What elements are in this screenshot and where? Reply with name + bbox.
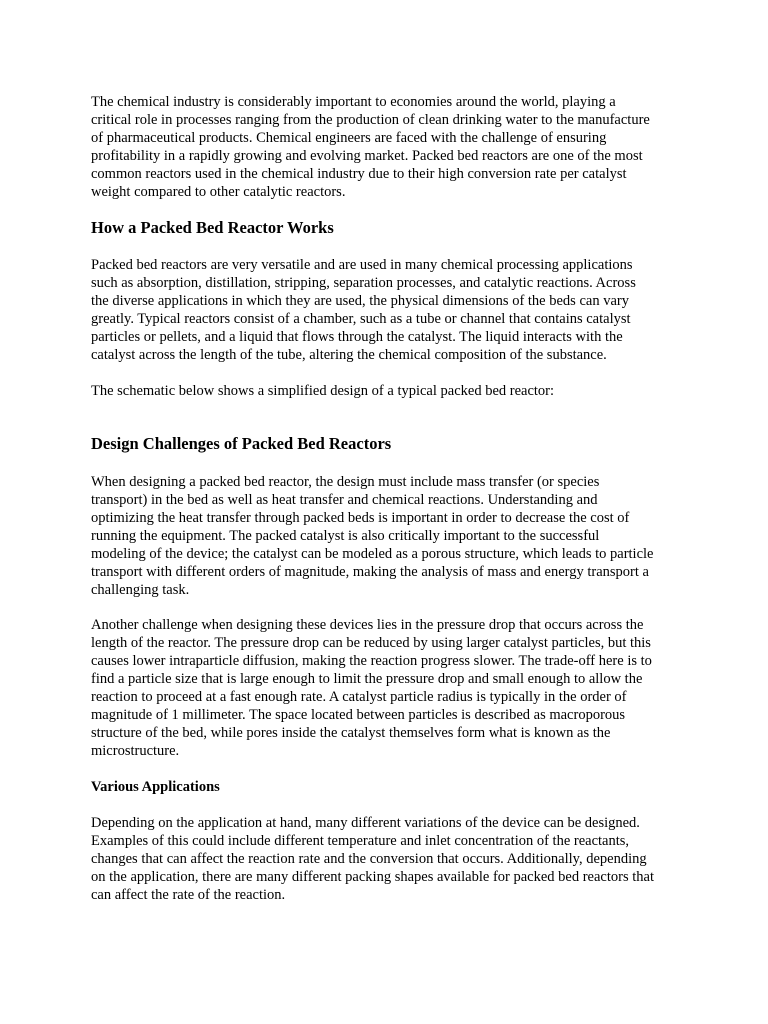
paragraph-line: such as absorption, distillation, stripping, separation processes, and catalytic reactions. Across	[91, 275, 636, 291]
paragraph-line: can affect the rate of the reaction.	[91, 887, 286, 903]
paragraph-line: catalyst across the length of the tube, altering the chemical composition of the substance.	[91, 347, 607, 363]
paragraph-line: of pharmaceutical products. Chemical engineers are faced with the challenge of ensuring	[91, 130, 607, 146]
paragraph-line: profitability in a rapidly growing and evolving market. Packed bed reactors are one of the most	[91, 148, 643, 164]
section-heading-various-applications: Various Applications	[91, 779, 220, 795]
paragraph-line: The schematic below shows a simplified design of a typical packed bed reactor:	[91, 383, 555, 399]
paragraph-line: transport with different orders of magnitude, making the analysis of mass and energy transport a	[91, 564, 649, 580]
paragraph-line: Examples of this could include different temperature and inlet concentration of the reactants,	[91, 833, 630, 849]
paragraph-line: causes lower intraparticle diffusion, making the reaction progress slower. The trade-off here is to	[91, 653, 652, 669]
section-heading-design-challenges: Design Challenges of Packed Bed Reactors	[91, 434, 392, 453]
paragraph-line: running the equipment. The packed catalyst is also critically important to the successful	[91, 528, 600, 544]
paragraph-line: modeling of the device; the catalyst can be modeled as a porous structure, which leads to particle	[91, 546, 654, 562]
paragraph-line: on the application, there are many different packing shapes available for packed bed reactors that	[91, 869, 654, 885]
paragraph-line: The chemical industry is considerably important to economies around the world, playing a	[91, 94, 616, 110]
paragraph-line: reaction to proceed at a fast enough rate. A catalyst particle radius is typically in the order of	[91, 689, 627, 705]
paragraph-line: structure of the bed, while pores inside the catalyst themselves form what is known as the	[91, 725, 611, 741]
paragraph-line: challenging task.	[91, 582, 190, 598]
paragraph-line: Depending on the application at hand, many different variations of the device can be designed.	[91, 815, 640, 831]
paragraph-line: the diverse applications in which they are used, the physical dimensions of the beds can vary	[91, 293, 629, 309]
paragraph-line: Another challenge when designing these devices lies in the pressure drop that occurs across the	[91, 617, 644, 633]
paragraph-line: critical role in processes ranging from the production of clean drinking water to the manufacture	[91, 112, 650, 128]
paragraph-line: magnitude of 1 millimeter. The space located between particles is described as macroporous	[91, 707, 626, 723]
paragraph-line: weight compared to other catalytic reactors.	[91, 184, 346, 200]
section-heading-how-it-works: How a Packed Bed Reactor Works	[91, 218, 334, 237]
paragraph-line: transport) in the bed as well as heat transfer and chemical reactions. Understanding and	[91, 492, 598, 508]
paragraph-line: microstructure.	[91, 743, 180, 759]
paragraph-line: length of the reactor. The pressure drop can be reduced by using larger catalyst particles, but this	[91, 635, 651, 651]
paragraph-line: greatly. Typical reactors consist of a chamber, such as a tube or channel that contains catalyst	[91, 311, 631, 327]
paragraph-line: changes that can affect the reaction rate and the conversion that occurs. Additionally, depending	[91, 851, 647, 867]
paragraph-line: common reactors used in the chemical industry due to their high conversion rate per catalyst	[91, 166, 627, 182]
paragraph-line: Packed bed reactors are very versatile and are used in many chemical processing applications	[91, 257, 633, 273]
paragraph-line: find a particle size that is large enough to limit the pressure drop and small enough to allow the	[91, 671, 643, 687]
paragraph-line: When designing a packed bed reactor, the design must include mass transfer (or species	[91, 474, 600, 490]
paragraph-line: particles or pellets, and a liquid that flows through the catalyst. The liquid interacts with the	[91, 329, 623, 345]
paragraph-line: optimizing the heat transfer through packed beds is important in order to decrease the cost of	[91, 510, 630, 526]
